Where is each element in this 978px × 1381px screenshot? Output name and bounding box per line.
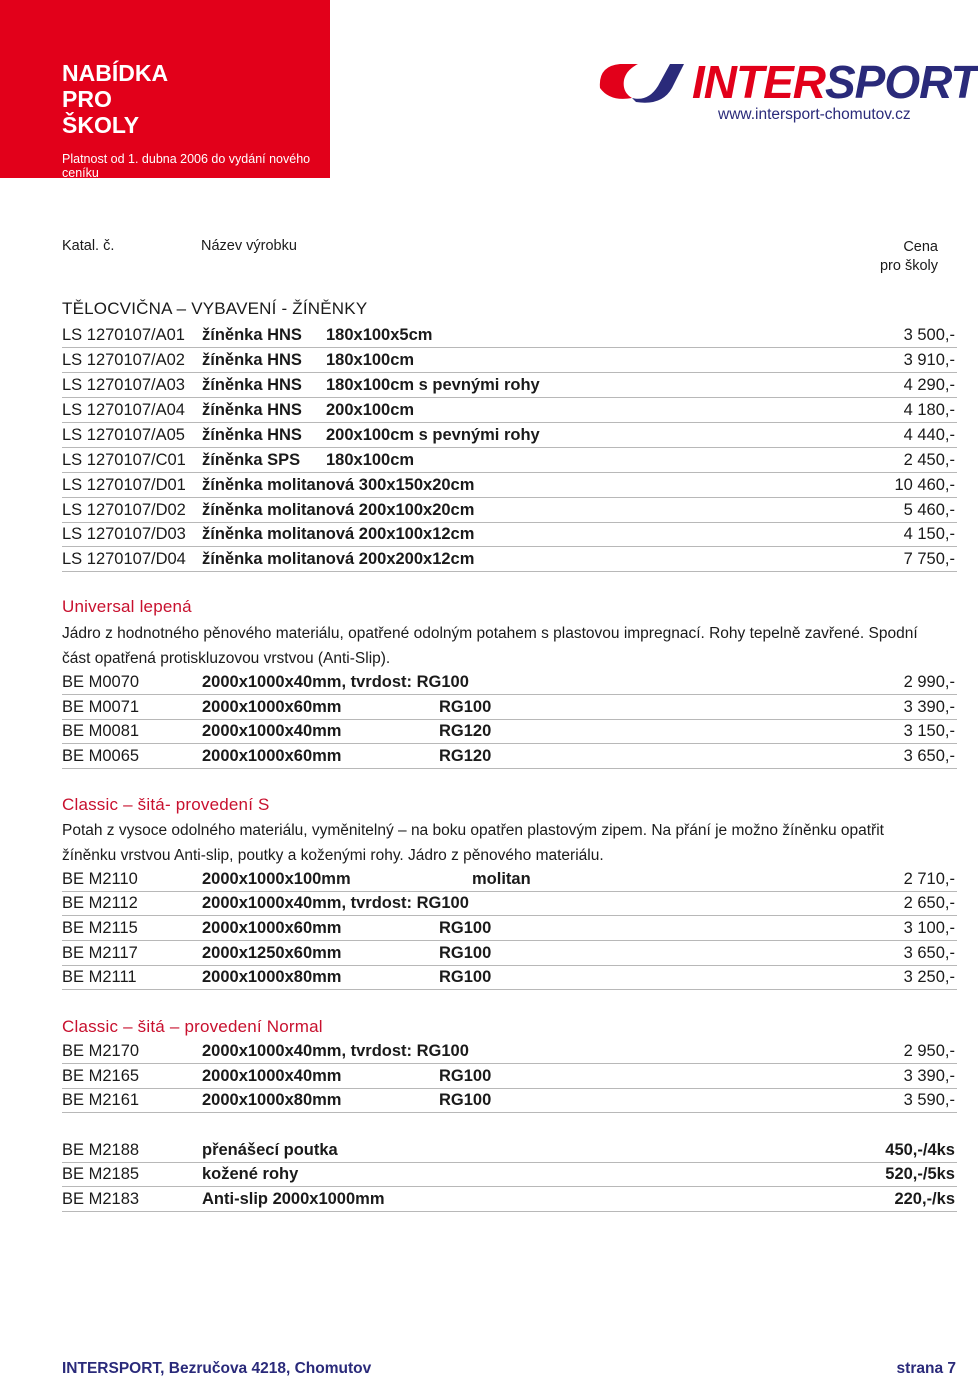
row-rg: molitan (472, 870, 531, 888)
table-row (62, 868, 957, 892)
row-price: 4 180,- (903, 401, 955, 419)
row-price: 4 150,- (903, 525, 955, 543)
row-name: žíněnka HNS (202, 426, 302, 444)
table-row (62, 424, 957, 448)
row-code: LS 1270107/C01 (62, 451, 186, 469)
table-row (62, 1163, 957, 1187)
row-price: 3 590,- (903, 1091, 955, 1109)
row-code: BE M2111 (62, 968, 137, 986)
section-title-gym: TĚLOCVIČNA – VYBAVENÍ - ŽÍNĚNKY (62, 299, 368, 318)
table-row (62, 1040, 957, 1064)
section-title-classic-normal: Classic – šitá – provedení Normal (62, 1017, 323, 1036)
row-price: 520,-/5ks (885, 1165, 955, 1183)
section-title-classic-s: Classic – šitá- provedení S (62, 795, 270, 814)
table-row (62, 942, 957, 966)
row-price: 3 910,- (903, 351, 955, 369)
row-size: 180x100x5cm (326, 326, 433, 344)
row-size: 180x100cm (326, 451, 415, 469)
row-code: BE M2117 (62, 944, 138, 962)
intersport-logo (596, 56, 978, 128)
row-price: 3 150,- (903, 722, 955, 740)
table-row (62, 374, 957, 398)
row-code: LS 1270107/D03 (62, 525, 186, 543)
table-row (62, 671, 957, 695)
row-name: žíněnka molitanová 200x100x20cm (202, 501, 475, 519)
table-row (62, 399, 957, 423)
table-row (62, 1139, 957, 1163)
row-code: BE M0070 (62, 673, 140, 691)
row-code: BE M0065 (62, 747, 140, 765)
row-price: 2 450,- (903, 451, 955, 469)
row-dims: 2000x1000x60mm (202, 919, 342, 937)
logo-sport: SPORT (825, 56, 978, 108)
logo-wordmark (692, 58, 978, 106)
page-number: strana 7 (896, 1360, 956, 1377)
row-rg: RG120 (439, 722, 492, 740)
table-row (62, 499, 957, 523)
row-price: 450,-/4ks (885, 1141, 955, 1159)
row-code: BE M2115 (62, 919, 138, 937)
row-code: BE M2161 (62, 1091, 140, 1109)
table-row (62, 349, 957, 373)
table-row (62, 917, 957, 941)
table-row (62, 449, 957, 473)
offer-title-line: PRO (62, 86, 112, 112)
section-description-classic-s: Potah z vysoce odolného materiálu, vyměnitelný – na boku opatřen plastovým zipem. Na přání je možno žíněnku opatřit žíněnku vrstvou Anti-slip, poutky a koženými rohy. Jádro z pěnového materiálu. (62, 822, 884, 864)
table-row (62, 324, 957, 348)
row-code: BE M2110 (62, 870, 138, 888)
row-name: žíněnka molitanová 200x200x12cm (202, 550, 475, 568)
row-name: žíněnka HNS (202, 351, 302, 369)
row-code: LS 1270107/D04 (62, 550, 186, 568)
table-row (62, 523, 957, 547)
table-row (62, 1089, 957, 1113)
row-name: žíněnka SPS (202, 451, 301, 469)
row-dims: 2000x1000x80mm (202, 1091, 342, 1109)
row-code: LS 1270107/A05 (62, 426, 185, 444)
row-price: 4 290,- (903, 376, 955, 394)
section-title-universal: Universal lepená (62, 597, 192, 616)
row-code: LS 1270107/D01 (62, 476, 186, 494)
row-name: žíněnka HNS (202, 326, 302, 344)
row-price: 4 440,- (903, 426, 955, 444)
row-code: LS 1270107/A02 (62, 351, 185, 369)
row-dims: 2000x1000x40mm, tvrdost: RG100 (202, 673, 469, 691)
column-header-name: Název výrobku (201, 238, 297, 254)
row-dims: 2000x1000x60mm (202, 698, 342, 716)
row-price: 220,-/ks (894, 1190, 955, 1208)
row-price: 3 250,- (903, 968, 955, 986)
row-code: BE M0071 (62, 698, 140, 716)
row-dims: 2000x1250x60mm (202, 944, 342, 962)
validity-note: Platnost od 1. dubna 2006 do vydání nového ceníku (62, 152, 311, 180)
row-price: 2 990,- (903, 673, 955, 691)
row-name: žíněnka HNS (202, 376, 302, 394)
intersport-emblem-icon (596, 58, 686, 106)
row-size: 200x100cm (326, 401, 415, 419)
table-row (62, 548, 957, 572)
row-code: LS 1270107/A04 (62, 401, 185, 419)
column-header-price-line: pro školy (879, 258, 938, 274)
row-rg: RG100 (439, 1091, 492, 1109)
row-code: LS 1270107/A01 (62, 326, 185, 344)
table-row (62, 892, 957, 916)
row-dims: 2000x1000x60mm (202, 747, 342, 765)
row-dims: Anti-slip 2000x1000mm (202, 1190, 385, 1208)
row-price: 7 750,- (903, 550, 955, 568)
table-row (62, 1188, 957, 1212)
row-code: BE M2183 (62, 1190, 140, 1208)
table-row (62, 720, 957, 744)
row-dims: 2000x1000x40mm (202, 722, 342, 740)
row-price: 3 390,- (903, 698, 955, 716)
row-code: BE M2170 (62, 1042, 140, 1060)
section-description-universal: Jádro z hodnotného pěnového materiálu, opatřené odolným potahem s plastovou impregnací. Rohy tepelně zavřené. Spodní část opatřená protiskluzovou vrstvou (Anti-Slip). (62, 625, 918, 667)
row-dims: 2000x1000x40mm, tvrdost: RG100 (202, 894, 469, 912)
footer-address: INTERSPORT, Bezručova 4218, Chomutov (62, 1360, 372, 1377)
row-code: BE M0081 (62, 722, 140, 740)
row-name: žíněnka molitanová 300x150x20cm (202, 476, 475, 494)
row-dims: 2000x1000x80mm (202, 968, 342, 986)
offer-title (62, 60, 168, 138)
column-header-price-line: Cena (903, 239, 938, 255)
row-dims: přenášecí poutka (202, 1141, 338, 1159)
row-price: 3 390,- (903, 1067, 955, 1085)
row-dims: 2000x1000x100mm (202, 870, 351, 888)
row-price: 3 100,- (903, 919, 955, 937)
column-header-katal: Katal. č. (62, 238, 115, 254)
table-row (62, 966, 957, 990)
table-row (62, 696, 957, 720)
row-size: 180x100cm s pevnými rohy (326, 376, 540, 394)
row-price: 10 460,- (894, 476, 955, 494)
row-price: 2 950,- (903, 1042, 955, 1060)
logo-inter: INTER (692, 56, 825, 108)
row-price: 3 650,- (903, 944, 955, 962)
column-header-price (880, 238, 938, 276)
website-link[interactable]: www.intersport-chomutov.cz (718, 106, 911, 123)
row-rg: RG100 (439, 968, 492, 986)
offer-banner (0, 0, 330, 178)
row-code: BE M2165 (62, 1067, 140, 1085)
row-code: BE M2185 (62, 1165, 140, 1183)
row-code: LS 1270107/D02 (62, 501, 186, 519)
row-price: 3 500,- (903, 326, 955, 344)
row-rg: RG120 (439, 747, 492, 765)
row-rg: RG100 (439, 1067, 492, 1085)
row-code: LS 1270107/A03 (62, 376, 185, 394)
offer-title-line: NABÍDKA (62, 60, 169, 86)
row-dims: 2000x1000x40mm, tvrdost: RG100 (202, 1042, 469, 1060)
row-size: 180x100cm (326, 351, 415, 369)
table-row (62, 745, 957, 769)
row-dims: 2000x1000x40mm (202, 1067, 342, 1085)
row-price: 3 650,- (903, 747, 955, 765)
row-name: žíněnka molitanová 200x100x12cm (202, 525, 475, 543)
row-rg: RG100 (439, 944, 492, 962)
table-row (62, 474, 957, 498)
table-row (62, 1065, 957, 1089)
row-dims: kožené rohy (202, 1165, 299, 1183)
row-size: 200x100cm s pevnými rohy (326, 426, 540, 444)
offer-title-line: ŠKOLY (62, 112, 140, 138)
row-code: BE M2188 (62, 1141, 140, 1159)
row-name: žíněnka HNS (202, 401, 302, 419)
row-code: BE M2112 (62, 894, 138, 912)
row-price: 2 650,- (903, 894, 955, 912)
row-price: 2 710,- (903, 870, 955, 888)
row-rg: RG100 (439, 698, 492, 716)
row-rg: RG100 (439, 919, 492, 937)
row-price: 5 460,- (903, 501, 955, 519)
